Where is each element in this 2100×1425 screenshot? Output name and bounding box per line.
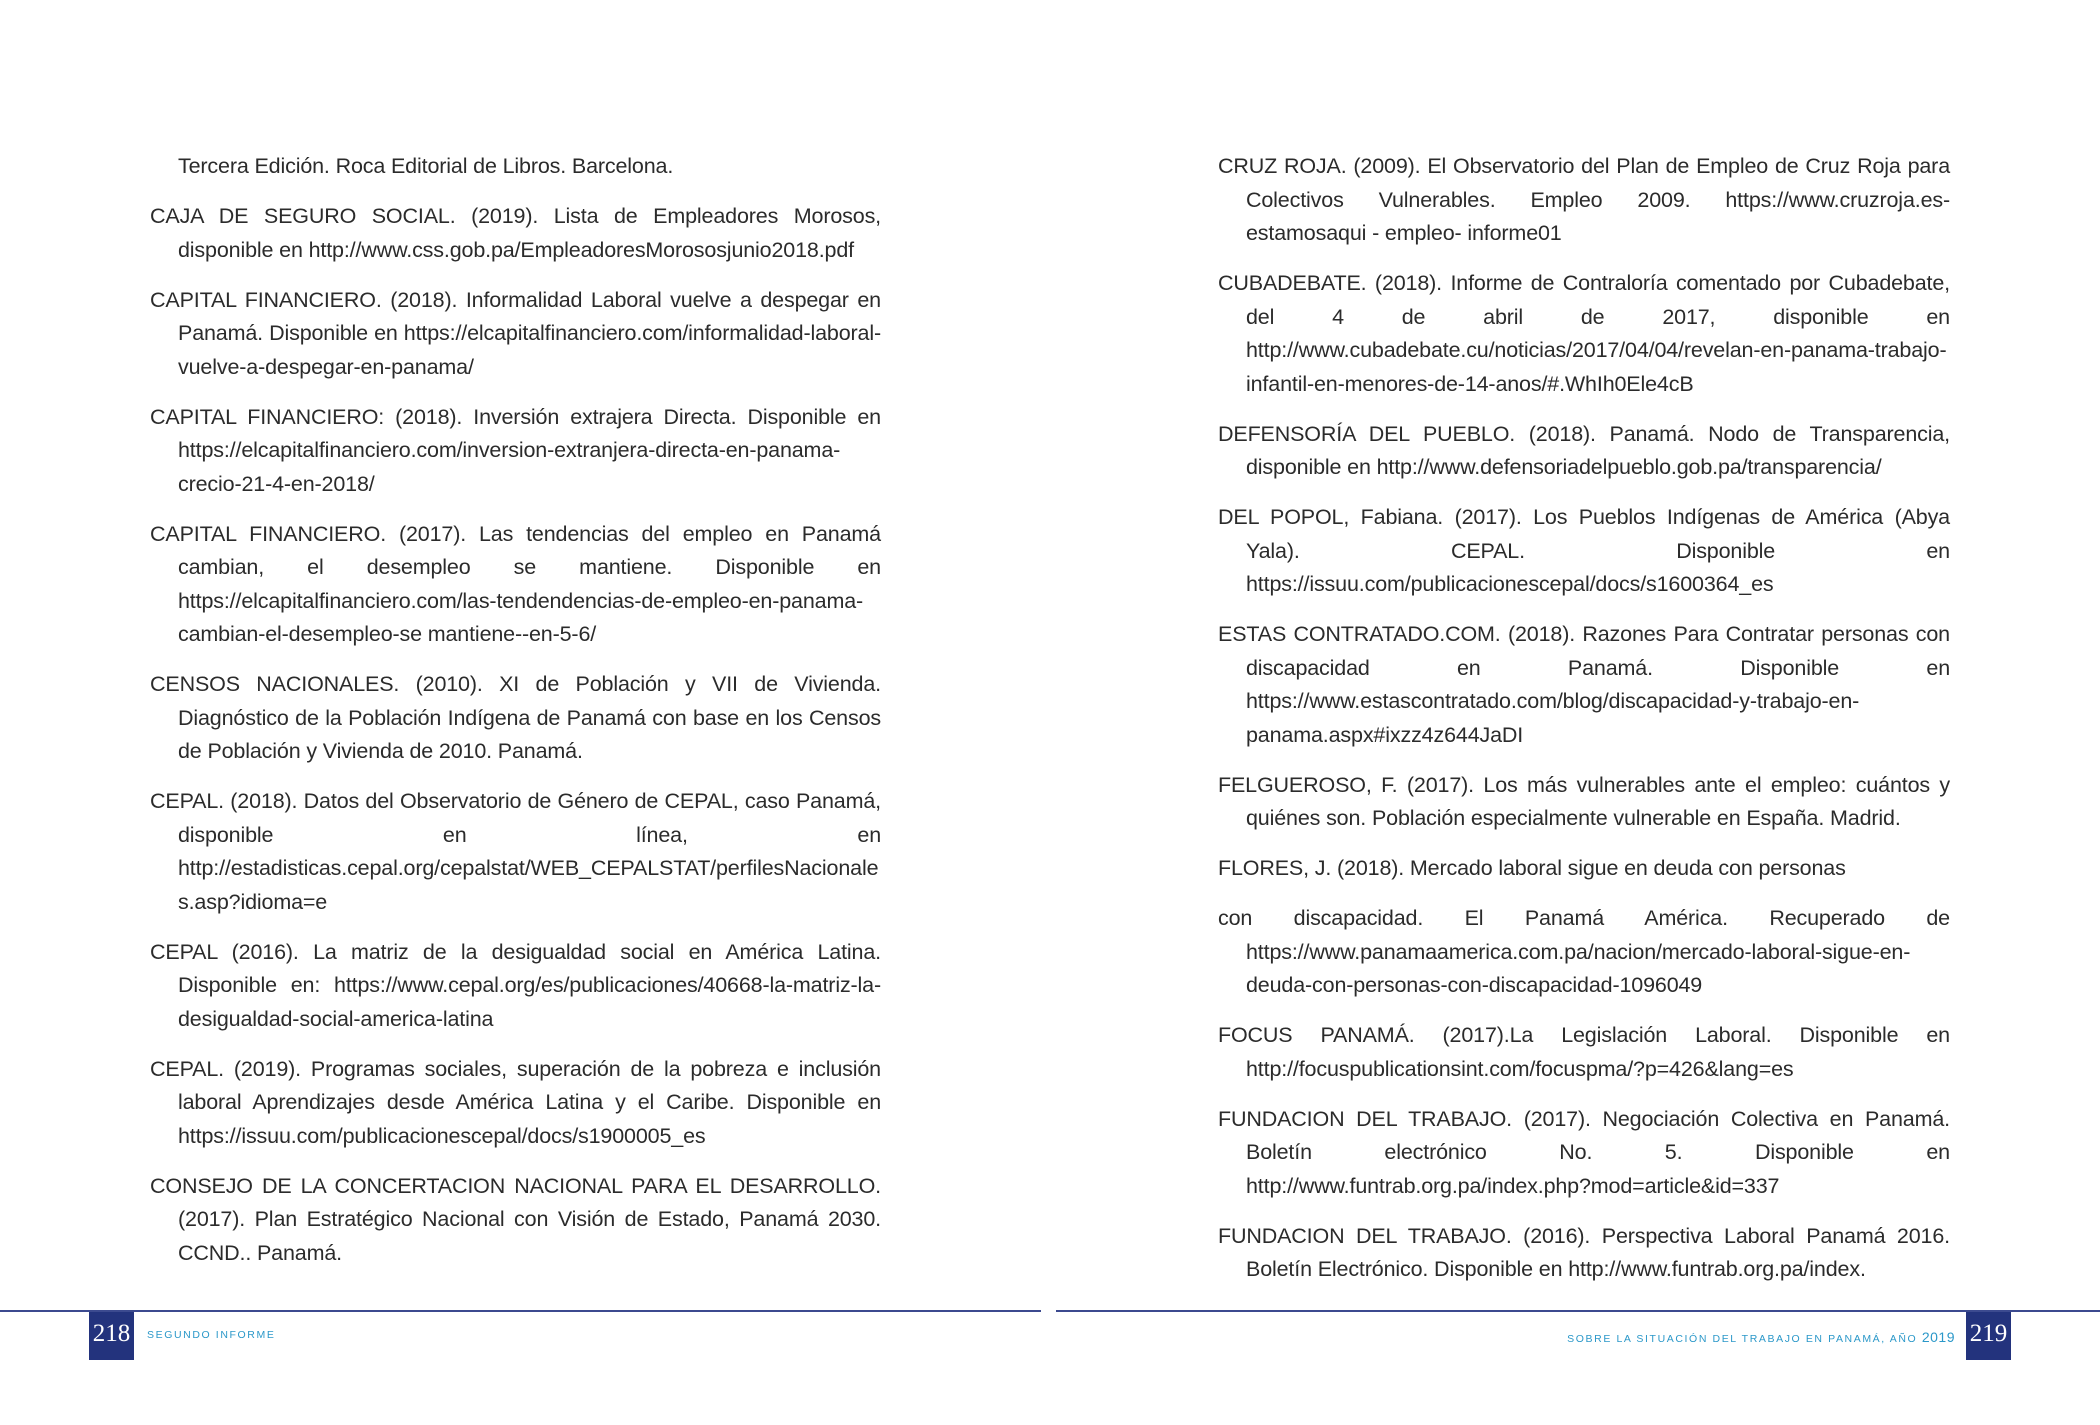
- reference-entry: FELGUEROSO, F. (2017). Los más vulnerables ante el empleo: cuántos y quiénes son. Población especialmente vulnerable en España. Madrid.: [1218, 772, 1950, 830]
- right-footer-rule: [1056, 1310, 2100, 1312]
- reference-entry: FUNDACION DEL TRABAJO. (2016). Perspectiva Laboral Panamá 2016. Boletín Electrónico. Disponible en http://www.funtrab.org.pa/index.: [1218, 1223, 1950, 1281]
- reference-entry: CEPAL. (2018). Datos del Observatorio de Género de CEPAL, caso Panamá, disponible en línea, en http://estadisticas.cepal.org/cepalstat/WEB_CEPALSTAT/perfilesNacionales.asp?idioma=e: [150, 789, 881, 914]
- reference-entry: con discapacidad. El Panamá América. Recuperado de https://www.panamaamerica.com.pa/nacion/mercado-laboral-sigue-en-deuda-con-personas-con-discapacidad-1096049: [1218, 906, 1950, 997]
- reference-entry: CEPAL (2016). La matriz de la desigualdad social en América Latina. Disponible en: https://www.cepal.org/es/publicaciones/40668-la-matriz-la-desigualdad-social-america-latina: [150, 939, 881, 1031]
- reference-entry: CEPAL. (2019). Programas sociales, superación de la pobreza e inclusión laboral Aprendizajes desde América Latina y el Caribe. Disponible en https://issuu.com/publicacionescepal/docs/s1900005_es: [150, 1056, 881, 1148]
- reference-entry: Tercera Edición. Roca Editorial de Libros. Barcelona.: [178, 154, 674, 178]
- reference-entry: CAPITAL FINANCIERO: (2018). Inversión extrajera Directa. Disponible en https://elcapitalfinanciero.com/inversion-extranjera-directa-en-panama-crecio-21-4-en-2018/: [150, 404, 881, 496]
- reference-entry: CRUZ ROJA. (2009). El Observatorio del Plan de Empleo de Cruz Roja para Colectivos Vulnerables. Empleo 2009. https://www.cruzroja.es-estamosaqui - empleo- informe01: [1218, 154, 1950, 245]
- reference-entry: FOCUS PANAMÁ. (2017).La Legislación Laboral. Disponible en http://focuspublicationsint.com/focuspma/?p=426&lang=es: [1218, 1023, 1950, 1081]
- reference-entry: CAPITAL FINANCIERO. (2017). Las tendencias del empleo en Panamá cambian, el desempleo se mantiene. Disponible en https://elcapitalfinanciero.com/las-tendendencias-de-empleo-en-panama-cambian-el-desempleo-se mantiene--en-5-6/: [150, 521, 881, 646]
- reference-entry: CUBADEBATE. (2018). Informe de Contraloría comentado por Cubadebate, del 4 de abril de 2017, disponible en http://www.cubadebate.cu/noticias/2017/04/04/revelan-en-panama-trabajo-infantil-en-menores-de-14-anos/#.WhIh0Ele4cB: [1218, 271, 1950, 396]
- reference-entry: ESTAS CONTRATADO.COM. (2018). Razones Para Contratar personas con discapacidad en Panamá. Disponible en https://www.estascontratado.com/blog/discapacidad-y-trabajo-en-panama.aspx#ixzz4z644JaDI: [1218, 622, 1950, 747]
- reference-entry: CAPITAL FINANCIERO. (2018). Informalidad Laboral vuelve a despegar en Panamá. Disponible en https://elcapitalfinanciero.com/informalidad-laboral-vuelve-a-despegar-en-panama/: [150, 287, 881, 379]
- right-running-footer: [1567, 1329, 1955, 1345]
- right-running-footer-text: SOBRE LA SITUACIÓN DEL TRABAJO EN PANAMÁ, AÑO: [1567, 1333, 1918, 1345]
- reference-entry: CENSOS NACIONALES. (2010). XI de Población y VII de Vivienda. Diagnóstico de la Población Indígena de Panamá con base en los Censos de Población y Vivienda de 2010. Panamá.: [150, 672, 881, 763]
- left-running-footer: SEGUNDO INFORME: [147, 1329, 276, 1341]
- right-page-number: 219: [1966, 1312, 2011, 1360]
- reference-entry: FUNDACION DEL TRABAJO. (2017). Negociación Colectiva en Panamá. Boletín electrónico No. 5. Disponible en http://www.funtrab.org.pa/index.php?mod=article&id=337: [1218, 1106, 1950, 1198]
- reference-entry: DEL POPOL, Fabiana. (2017). Los Pueblos Indígenas de América (Abya Yala). CEPAL. Disponible en https://issuu.com/publicacionescepal/docs/s1600364_es: [1218, 505, 1950, 596]
- reference-entry: CONSEJO DE LA CONCERTACION NACIONAL PARA EL DESARROLLO. (2017). Plan Estratégico Nacional con Visión de Estado, Panamá 2030. CCND.. Panamá.: [150, 1173, 881, 1265]
- reference-entry: CAJA DE SEGURO SOCIAL. (2019). Lista de Empleadores Morosos, disponible en http://www.css.gob.pa/EmpleadoresMorososjunio2018.pdf: [150, 204, 881, 262]
- right-page-reference-list: [1218, 150, 1950, 1303]
- left-page-number: 218: [89, 1312, 134, 1360]
- left-footer-rule: [0, 1310, 1041, 1312]
- left-page-reference-list: [150, 150, 881, 1287]
- right-running-footer-year: 2019: [1921, 1329, 1955, 1345]
- reference-entry: DEFENSORÍA DEL PUEBLO. (2018). Panamá. Nodo de Transparencia, disponible en http://www.defensoriadelpueblo.gob.pa/transparencia/: [1218, 421, 1950, 479]
- reference-entry: FLORES, J. (2018). Mercado laboral sigue en deuda con personas: [1218, 856, 1846, 880]
